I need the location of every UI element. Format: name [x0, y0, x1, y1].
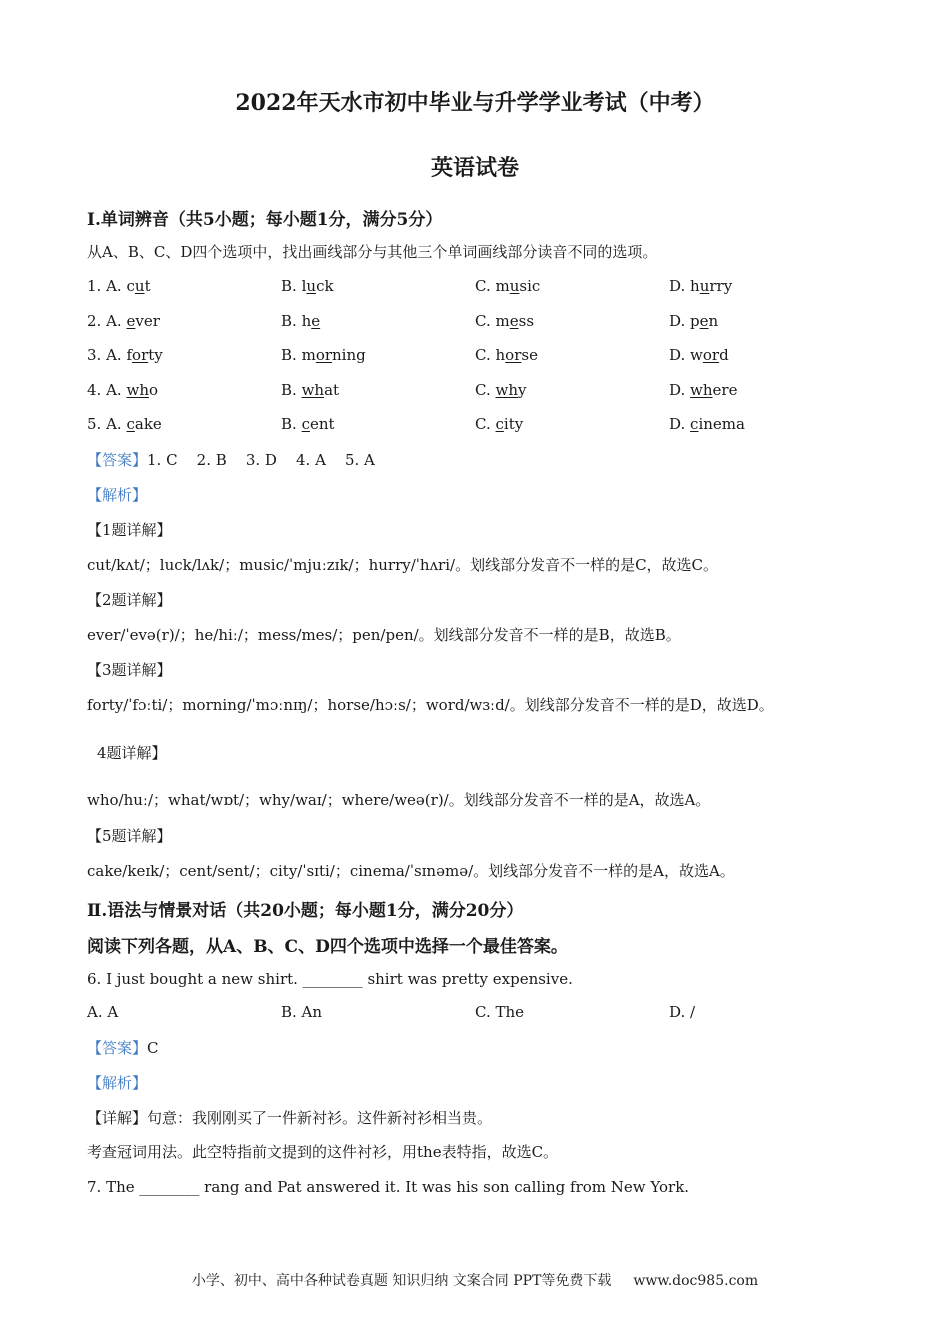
word-suffix: ning: [332, 346, 366, 364]
word-underlined-part: u: [509, 277, 520, 295]
section2-heading: Ⅱ.语法与情景对话（共20小题；每小题1分，满分20分）: [87, 901, 524, 921]
word-prefix: m: [495, 312, 510, 330]
question-number: 1.: [87, 277, 102, 295]
detail-1-label: 【1题详解】: [87, 521, 172, 539]
option-letter: A.: [106, 381, 122, 399]
option-letter: C.: [475, 277, 491, 295]
question-number: 4.: [87, 381, 102, 399]
answer-label: 【答案】: [87, 451, 148, 469]
question-2-option-c: [475, 312, 534, 330]
option-letter: D.: [669, 346, 686, 364]
option-letter: D.: [669, 381, 686, 399]
question-6-option-a: A. A: [87, 1003, 119, 1021]
q6-detail-label: 【详解】: [87, 1109, 148, 1127]
question-1-option-b: [281, 277, 334, 295]
word-suffix: t: [144, 277, 151, 295]
option-letter: A.: [106, 277, 122, 295]
option-letter: A.: [106, 415, 122, 433]
analysis-label: 【解析】: [87, 486, 148, 504]
word-suffix: ty: [148, 346, 163, 364]
question-5-option-d: [669, 415, 745, 433]
word-underlined-part: u: [134, 277, 145, 295]
detail-5-label: 【5题详解】: [87, 827, 172, 845]
word-underlined-part: wh: [690, 381, 713, 399]
question-6-stem: 6. I just bought a new shirt. ________ shirt was pretty expensive.: [87, 970, 573, 988]
q6-detail-text: 句意：我刚刚买了一件新衬衫。这件新衬衫相当贵。: [147, 1109, 493, 1127]
question-4-option-a: [87, 381, 158, 399]
word-suffix: sic: [519, 277, 541, 295]
word-suffix: ver: [135, 312, 160, 330]
detail-2-text: ever/ˈevə(r)/；he/hiː/；mess/mes/；pen/pen/。划线部分发音不一样的是B，故选B。: [87, 626, 681, 644]
word-suffix: se: [521, 346, 538, 364]
answer-text: 1. C 2. B 3. D 4. A 5. A: [147, 451, 375, 469]
word-prefix: h: [301, 312, 312, 330]
option-letter: C.: [475, 312, 491, 330]
word-suffix: d: [719, 346, 729, 364]
section1-instruction: 从A、B、C、D四个选项中，找出画线部分与其他三个单词画线部分读音不同的选项。: [87, 243, 658, 261]
word-suffix: ent: [309, 415, 335, 433]
detail-1-text: cut/kʌt/；luck/lʌk/；music/ˈmjuːzɪk/；hurry/ˈhʌri/。划线部分发音不一样的是C，故选C。: [87, 556, 719, 574]
question-3-option-d: [669, 346, 729, 364]
question-7-stem: 7. The ________ rang and Pat answered it. It was his son calling from New York.: [87, 1178, 690, 1196]
word-underlined-part: e: [311, 312, 321, 330]
question-5-option-a: [87, 415, 162, 433]
question-1-option-a: [87, 277, 151, 295]
question-3-option-b: [281, 346, 366, 364]
word-underlined-part: c: [301, 415, 310, 433]
word-underlined-part: or: [505, 346, 522, 364]
option-letter: C.: [475, 415, 491, 433]
answer-line: [87, 450, 375, 470]
q6-explain: 考查冠词用法。此空特指前文提到的这件衬衫，用the表特指，故选C。: [87, 1143, 559, 1161]
q6-detail: [87, 1108, 492, 1128]
word-prefix: m: [301, 346, 316, 364]
page-subtitle: 英语试卷: [430, 155, 519, 181]
word-prefix: p: [690, 312, 700, 330]
question-6-answer: [87, 1038, 159, 1058]
question-6-option-b: B. An: [281, 1003, 323, 1021]
footer-text: 小学、初中、高中各种试卷真题 知识归纳 文案合同 PPT等免费下载: [191, 1273, 612, 1289]
question-6-option-c: C. The: [475, 1003, 525, 1021]
word-underlined-part: or: [702, 346, 720, 364]
option-letter: B.: [281, 381, 297, 399]
word-suffix: at: [324, 381, 340, 399]
word-suffix: o: [148, 381, 159, 399]
question-2-option-d: [669, 312, 718, 330]
word-underlined-part: c: [690, 415, 699, 433]
word-suffix: ake: [134, 415, 162, 433]
word-underlined-part: c: [495, 415, 504, 433]
word-prefix: c: [126, 277, 135, 295]
word-underlined-part: e: [126, 312, 136, 330]
q6-answer-label: 【答案】: [87, 1039, 148, 1057]
question-3-option-a: [87, 346, 163, 364]
option-letter: C.: [475, 381, 491, 399]
option-letter: D.: [669, 415, 686, 433]
word-suffix: ere: [712, 381, 738, 399]
option-letter: D.: [669, 277, 686, 295]
word-underlined-part: wh: [126, 381, 149, 399]
section2-instruction: 阅读下列各题，从A、B、C、D四个选项中选择一个最佳答案。: [87, 937, 568, 957]
question-4-option-b: [281, 381, 339, 399]
option-letter: D.: [669, 312, 686, 330]
page-footer: [0, 1270, 950, 1290]
option-letter: B.: [281, 415, 297, 433]
option-letter: C.: [475, 346, 491, 364]
option-letter: B.: [281, 346, 297, 364]
word-underlined-part: or: [315, 346, 333, 364]
word-prefix: m: [495, 277, 510, 295]
section1-heading: Ⅰ.单词辨音（共5小题；每小题1分，满分5分）: [87, 210, 443, 230]
word-prefix: f: [126, 346, 133, 364]
question-1-option-d: [669, 277, 732, 295]
option-letter: B.: [281, 312, 297, 330]
q6-answer-text: C: [147, 1039, 159, 1057]
question-5-option-c: [475, 415, 523, 433]
word-suffix: rry: [709, 277, 733, 295]
detail-2-label: 【2题详解】: [87, 591, 172, 609]
question-1-option-c: [475, 277, 540, 295]
question-2-option-a: [87, 312, 160, 330]
detail-3-label: 【3题详解】: [87, 661, 172, 679]
word-underlined-part: e: [509, 312, 519, 330]
word-suffix: ity: [503, 415, 524, 433]
page-title: 2022年天水市初中毕业与升学学业考试（中考）: [235, 90, 715, 116]
word-suffix: y: [518, 381, 527, 399]
word-prefix: h: [690, 277, 700, 295]
question-4-option-c: [475, 381, 526, 399]
question-number: 2.: [87, 312, 102, 330]
word-prefix: h: [495, 346, 506, 364]
question-number: 5.: [87, 415, 102, 433]
footer-site: www.doc985.com: [633, 1273, 759, 1289]
question-3-option-c: [475, 346, 538, 364]
word-suffix: inema: [698, 415, 745, 433]
word-suffix: ck: [316, 277, 334, 295]
word-suffix: ss: [518, 312, 535, 330]
question-6-option-d: D. /: [669, 1003, 696, 1021]
question-4-option-d: [669, 381, 737, 399]
word-underlined-part: u: [699, 277, 710, 295]
detail-4-label: 4题详解】: [97, 744, 167, 762]
option-letter: A.: [106, 312, 122, 330]
word-underlined-part: u: [306, 277, 317, 295]
word-prefix: l: [301, 277, 307, 295]
detail-4-text: who/huː/；what/wɒt/；why/waɪ/；where/weə(r)/。划线部分发音不一样的是A，故选A。: [87, 791, 711, 809]
detail-3-text: forty/ˈfɔːti/；morning/ˈmɔːnɪŋ/；horse/hɔːs/；word/wɜːd/。划线部分发音不一样的是D，故选D。: [87, 696, 774, 714]
word-underlined-part: c: [126, 415, 135, 433]
question-5-option-b: [281, 415, 335, 433]
option-letter: A.: [106, 346, 122, 364]
word-underlined-part: wh: [495, 381, 518, 399]
option-letter: B.: [281, 277, 297, 295]
word-underlined-part: e: [699, 312, 709, 330]
word-suffix: n: [708, 312, 719, 330]
word-underlined-part: or: [132, 346, 149, 364]
detail-5-text: cake/keɪk/；cent/sent/；city/ˈsɪti/；cinema/ˈsɪnəmə/。划线部分发音不一样的是A，故选A。: [87, 862, 735, 880]
word-underlined-part: wh: [301, 381, 325, 399]
q6-analysis-label: 【解析】: [87, 1074, 148, 1092]
question-2-option-b: [281, 312, 320, 330]
word-prefix: w: [690, 346, 703, 364]
question-number: 3.: [87, 346, 102, 364]
